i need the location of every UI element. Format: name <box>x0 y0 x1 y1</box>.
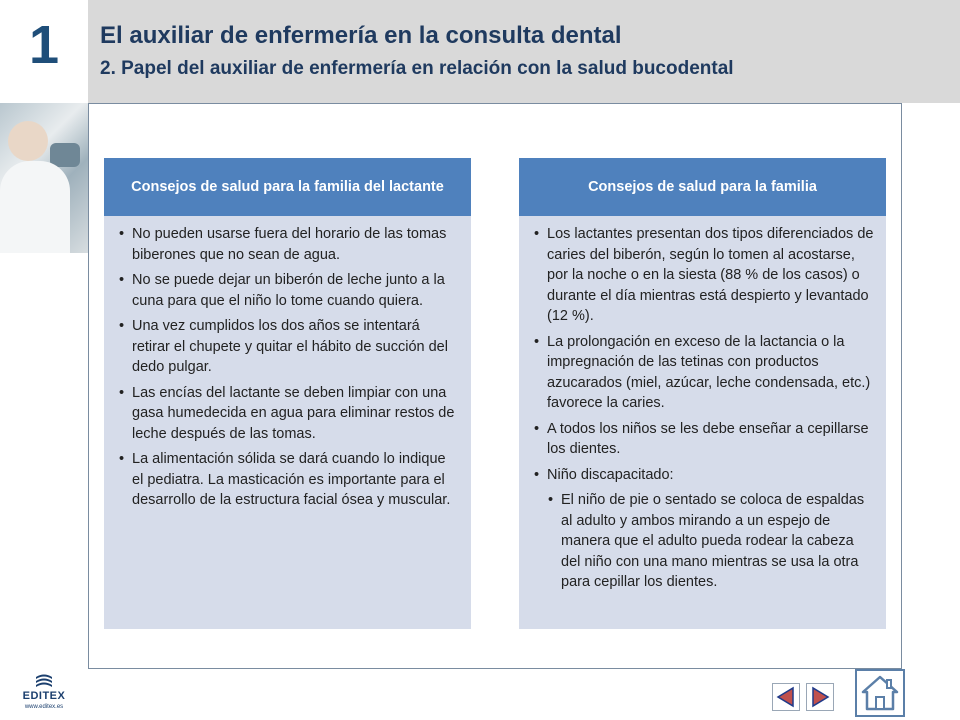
list-item: • Los lactantes presentan dos tipos diferenciados de caries del biberón, según lo tomen al acostarse, por la noche o en la siesta (88 % de los casos) o durante el día mientras está despierto y levantado (12 %). <box>531 224 874 327</box>
panel-title: Consejos de salud para la familia <box>519 158 886 216</box>
list-sub-item: • El niño de pie o sentado se coloca de espaldas al adulto y ambos mirando a un espejo de manera que el adulto pueda rodear la cabeza del niño con una mano mientras se usa la otra para cepillar los dientes. <box>545 490 874 593</box>
panel-title: Consejos de salud para la familia del lactante <box>104 158 471 216</box>
panel-infant-family <box>104 158 471 629</box>
page-subtitle: 2. Papel del auxiliar de enfermería en relación con la salud bucodental <box>100 58 734 79</box>
panel-body <box>519 216 886 629</box>
logo-url: www.editex.es <box>24 704 64 710</box>
chapter-number: 1 <box>28 15 60 75</box>
page-title: El auxiliar de enfermería en la consulta dental <box>100 22 622 49</box>
list-item: • Una vez cumplidos los dos años se intentará retirar el chupete y quitar el hábito de succión del dedo pulgar. <box>116 316 459 378</box>
list-item: • No se puede dejar un biberón de leche junto a la cuna para que el niño lo tome cuando quiera. <box>116 270 459 311</box>
panel-family <box>519 158 886 629</box>
triangle-right-icon <box>807 684 833 710</box>
list-item: • No pueden usarse fuera del horario de las tomas biberones que no sean de agua. <box>116 224 459 265</box>
list-item: • A todos los niños se les debe enseñar a cepillarse los dientes. <box>531 419 874 460</box>
dentist-photo <box>0 103 88 253</box>
next-button[interactable] <box>806 683 834 711</box>
list-item: • La alimentación sólida se dará cuando lo indique el pediatra. La masticación es importante para el desarrollo de la estructura facial ósea y muscular. <box>116 449 459 511</box>
triangle-left-icon <box>773 684 799 710</box>
editex-logo <box>18 673 70 713</box>
header-band <box>88 0 960 103</box>
logo-mark-icon <box>34 673 54 689</box>
list-item: • Las encías del lactante se deben limpiar con una gasa humedecida en agua para eliminar restos de leche después de las tomas. <box>116 383 459 445</box>
previous-button[interactable] <box>772 683 800 711</box>
logo-brand: EDITEX <box>22 690 66 702</box>
panel-body <box>104 216 471 629</box>
home-button[interactable] <box>855 669 905 717</box>
list-item: • La prolongación en exceso de la lactancia o la impregnación de las tetinas con productos azucarados (miel, azúcar, leche condensada, etc.) favorece la caries. <box>531 332 874 414</box>
list-item: • Niño discapacitado: <box>531 465 874 486</box>
home-icon <box>857 671 903 715</box>
